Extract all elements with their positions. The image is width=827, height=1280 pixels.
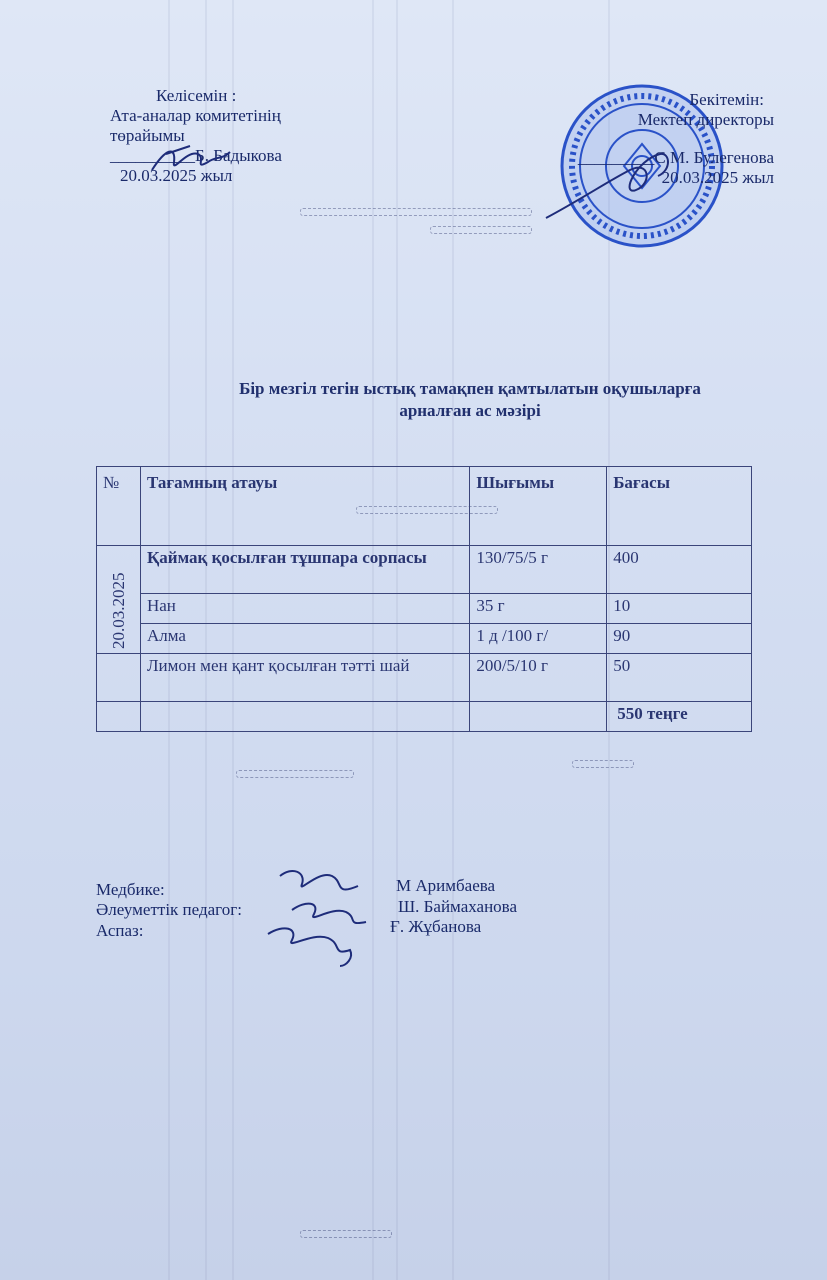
- header-price: Бағасы: [607, 467, 752, 546]
- menu-title: [160, 378, 780, 422]
- empty-cell: [470, 702, 607, 732]
- menu-title-line1: Бір мезгіл тегін ыстық тамақпен қамтылатын оқушыларға: [239, 379, 701, 398]
- table-row: [97, 654, 752, 702]
- cook-name: Ғ. Жұбанова: [390, 917, 482, 937]
- staff-signatures: [262, 862, 382, 972]
- approval-left-line2: төрайымы: [110, 126, 185, 146]
- scan-smudge: [236, 770, 354, 778]
- dish-name-cell: Алма: [140, 624, 469, 654]
- empty-cell: [140, 702, 469, 732]
- date-cell: 20.03.2025: [97, 546, 141, 654]
- dish-name-cell: Лимон мен қант қосылған тәтті шай: [140, 654, 469, 702]
- header-dish-name: Тағамның атауы: [140, 467, 469, 546]
- menu-table: [96, 466, 752, 732]
- output-cell: 200/5/10 г: [470, 654, 607, 702]
- output-cell: 35 г: [470, 594, 607, 624]
- approval-left-date: 20.03.2025 жыл: [120, 166, 233, 186]
- scan-smudge: [430, 226, 532, 234]
- approval-right-date: 20.03.2025 жыл: [661, 168, 774, 188]
- social-pedagogue-label: Әлеуметтік педагог:: [96, 900, 242, 920]
- cook-label: Аспаз:: [96, 920, 144, 940]
- table-row: [97, 624, 752, 654]
- nurse-label: Медбике:: [96, 880, 165, 899]
- dish-name-cell: Нан: [140, 594, 469, 624]
- approval-right-line1: Мектеп директоры: [637, 110, 774, 130]
- approval-right-heading: Бекітемін:: [689, 90, 764, 109]
- staff-labels: [96, 880, 242, 941]
- menu-title-line2: арналған ас мәзірі: [399, 401, 541, 421]
- price-cell: 50: [607, 654, 752, 702]
- scan-smudge: [300, 1230, 392, 1238]
- output-cell: 130/75/5 г: [470, 546, 607, 594]
- nurse-name: М Аримбаева: [396, 876, 496, 895]
- empty-cell: [97, 702, 141, 732]
- output-cell: 1 д /100 г/: [470, 624, 607, 654]
- approval-right-signature-line: _________С.М. Булегенова: [577, 148, 774, 168]
- signature-right: [540, 140, 690, 230]
- scan-smudge: [572, 760, 634, 768]
- staff-names: [390, 876, 517, 938]
- empty-cell: [97, 654, 141, 702]
- table-row: [97, 546, 752, 594]
- approval-left-signature-line: __________Б. Бадыкова: [110, 146, 282, 166]
- header-number: №: [97, 467, 141, 546]
- approval-left-line1: Ата-аналар комитетінің: [110, 106, 281, 126]
- price-cell: 90: [607, 624, 752, 654]
- price-cell: 10: [607, 594, 752, 624]
- approval-left-heading: Келісемін :: [156, 86, 237, 105]
- table-header-row: [97, 467, 752, 546]
- price-cell: 400: [607, 546, 752, 594]
- dish-name-cell: Қаймақ қосылған тұшпара сорпасы: [140, 546, 469, 594]
- total-cell: 550 теңге: [607, 702, 752, 732]
- signature-left: [146, 140, 236, 180]
- total-row: [97, 702, 752, 732]
- social-pedagogue-name: Ш. Баймаханова: [398, 896, 518, 916]
- table-row: [97, 594, 752, 624]
- scan-smudge: [300, 208, 532, 216]
- header-output: Шығымы: [470, 467, 607, 546]
